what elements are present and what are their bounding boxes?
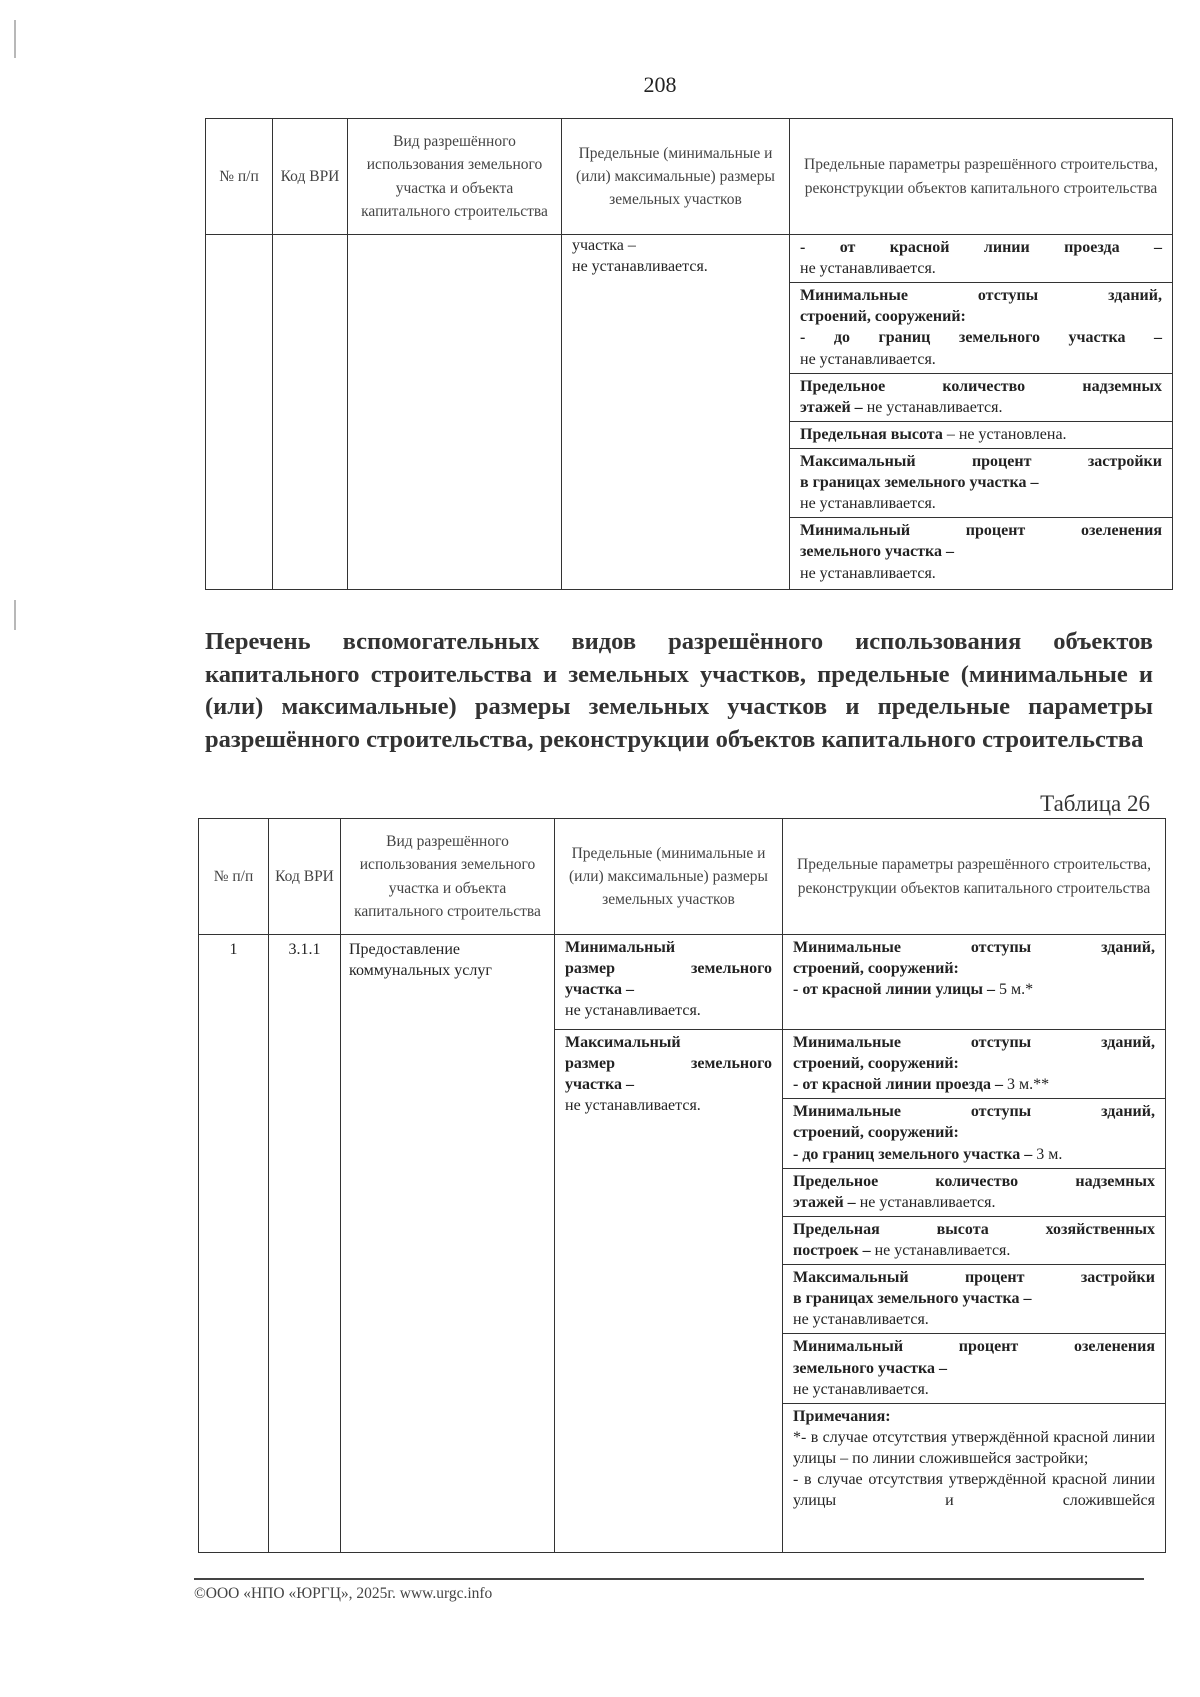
cell-code [273,235,348,590]
header-params: Предельные параметры разрешённого строительства, реконструкции объектов капитального строительства [783,819,1166,935]
param-setback-boundary: Минимальные отступы зданий, строений, сооружений: - до границ земельного участка – 3 м. [783,1098,1165,1167]
table-26 [198,818,1166,1553]
max-plot-size: Максимальный размер земельного участка – не устанавливается. [555,1029,782,1119]
header-sizes: Предельные (минимальные и (или) максимальные) размеры земельных участков [555,819,783,935]
param-setback-road: - от красной линии проезда – не устанавливается. [800,239,1162,278]
note-1: *- в случае отсутствия утверждённой красной линии улицы – по линии сложившейся застройки; [793,1428,1155,1467]
cell-kind: Предоставление коммунальных услуг [341,935,555,1553]
cell-params [783,935,1166,1553]
param-greening: Минимальный процент озеленения земельного участка – не устанавливается. [783,1333,1165,1402]
notes [783,1403,1165,1515]
param-coverage: Максимальный процент застройки в границах земельного участка – не устанавливается. [783,1264,1165,1333]
param-outbuilding-height: Предельная высота хозяйственных построек – не устанавливается. [783,1216,1165,1264]
table-header-row [199,819,1166,935]
header-code: Код ВРИ [273,119,348,235]
param-setback-street: Минимальные отступы зданий, строений, сооружений: - от красной линии улицы – 5 м.* [793,939,1155,999]
param-setback-boundary: Минимальные отступы зданий, строений, сооружений: - до границ земельного участка – не устанавливается. [790,282,1172,372]
sizes-text: участка – [572,237,636,254]
param-setback-road: Минимальные отступы зданий, строений, сооружений: - от красной линии проезда – 3 м.** [783,1029,1165,1098]
header-kind: Вид разрешённого использования земельного участка и объекта капитального строительства [341,819,555,935]
page-number: 208 [643,72,677,97]
param-floors: Предельное количество надземных этажей – не устанавливается. [783,1168,1165,1216]
table-row [199,935,1166,1553]
header-params: Предельные параметры разрешённого строительства, реконструкции объектов капитального строительства [790,119,1173,235]
header-num: № п/п [206,119,273,235]
header-sizes: Предельные (минимальные и (или) максимальные) размеры земельных участков [562,119,790,235]
cell-params [790,235,1173,590]
header-kind: Вид разрешённого использования земельного участка и объекта капитального строительства [348,119,562,235]
scan-margin-mark [14,20,16,58]
section-heading: Перечень вспомогательных видов разрешённого использования объектов капитального строительства и земельных участков, предельные (минимальные и (или) максимальные) размеры земельных участков и предельные параметры разрешённого строительства, реконструкции объектов капитального строительства [205,628,1153,753]
param-floors: Предельное количество надземных этажей – не устанавливается. [790,373,1172,421]
cell-kind [348,235,562,590]
param-height: Предельная высота – не установлена. [790,421,1172,448]
param-greening: Минимальный процент озеленения земельного участка – не устанавливается. [790,517,1172,586]
table-row [206,235,1173,590]
min-plot-size: Минимальный размер земельного участка – не устанавливается. [565,939,772,1020]
table-label: Таблица 26 [1040,791,1150,816]
table-header-row [206,119,1173,235]
cell-sizes [562,235,790,590]
footer-divider [194,1578,1144,1580]
cell-sizes [555,935,783,1553]
note-2: - в случае отсутствия утверждённой красной линии улицы и сложившейся [793,1471,1155,1510]
notes-title: Примечания: [793,1407,891,1425]
param-coverage: Максимальный процент застройки в границах земельного участка – не устанавливается. [790,448,1172,517]
header-code: Код ВРИ [269,819,341,935]
sizes-value: не устанавливается. [572,258,708,276]
cell-code: 3.1.1 [269,935,341,1553]
footer: ©ООО «НПО «ЮРГЦ», 2025г. www.urgc.info [194,1585,493,1602]
cell-num [206,235,273,590]
scan-margin-mark [14,600,16,630]
cell-num: 1 [199,935,269,1553]
header-num: № п/п [199,819,269,935]
continuation-table [205,118,1173,590]
